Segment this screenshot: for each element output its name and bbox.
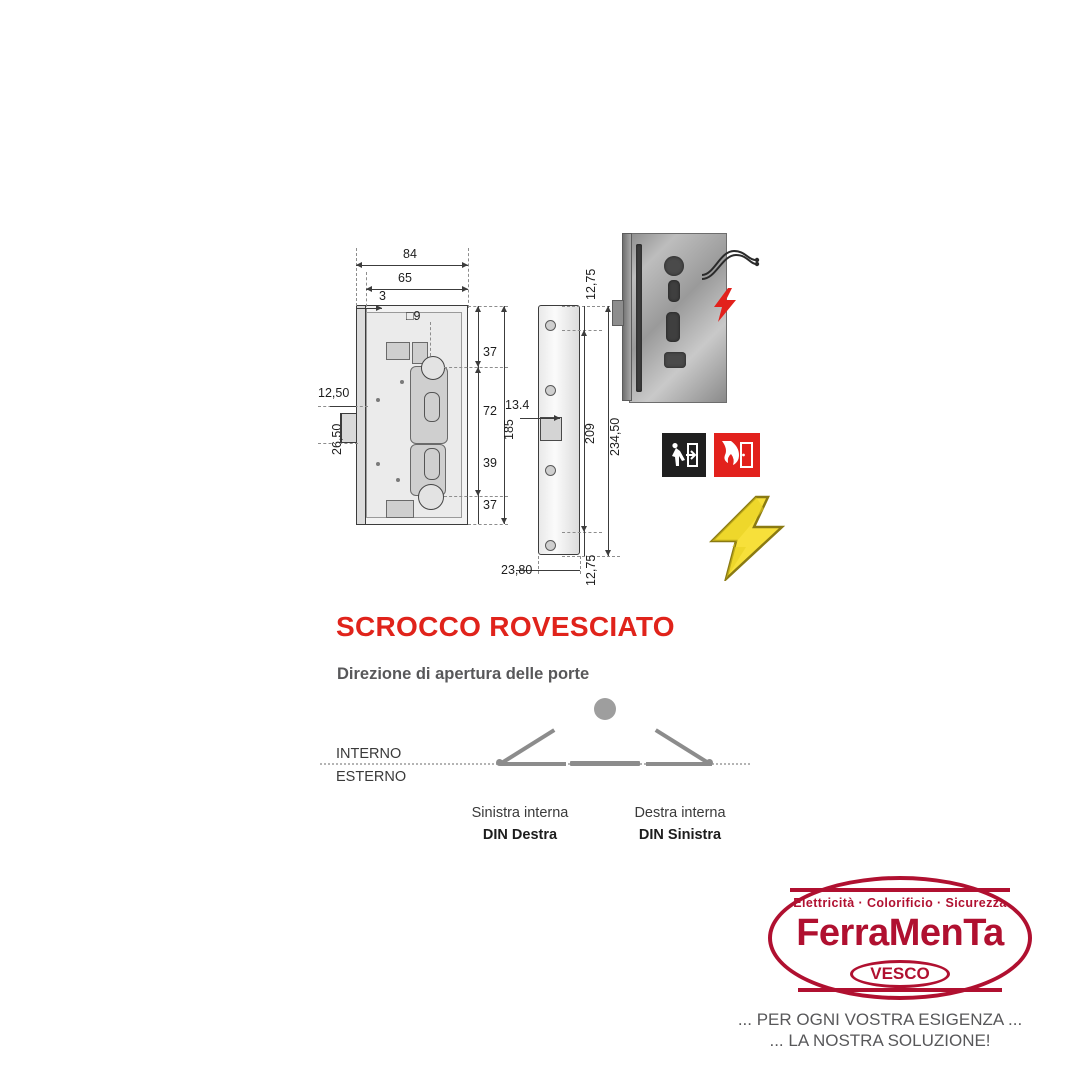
dim-label-37-bottom: 37 [483, 498, 497, 512]
photo-slot-mid [666, 312, 680, 342]
dim-label-72: 72 [483, 404, 497, 418]
dim-line-37-top [478, 306, 479, 367]
door-opening-diagram [320, 690, 790, 860]
logo-name: FerraMenTa [796, 912, 1004, 954]
screw-dot-4 [400, 380, 404, 384]
slogan-line-1: ... PER OGNI VOSTRA ESIGENZA ... [737, 1010, 1023, 1029]
dim-label-1275-bottom: 12,75 [584, 554, 598, 586]
screw-dot-3 [396, 478, 400, 482]
dim-arrow-65-left [366, 286, 372, 292]
cylinder-hole [418, 484, 444, 510]
screw-dot-2 [376, 462, 380, 466]
dim-arrow-37top-u [475, 306, 481, 312]
lock-faceplate-edge [356, 305, 366, 525]
dim-line-2650 [340, 413, 341, 443]
dim-arrow-185-d [501, 518, 507, 524]
dim-label-2650: 26,50 [330, 423, 344, 455]
caption-left-line2: DIN Destra [482, 827, 558, 843]
dim-label-65: 65 [398, 271, 412, 285]
dim-label-23450: 234,50 [608, 417, 622, 456]
dim-label-1275-top: 12,75 [584, 268, 598, 300]
door-leaf-left-flat [500, 762, 566, 766]
keyhole-upper [424, 392, 440, 422]
dim-arrow-65-right [462, 286, 468, 292]
dim-label-37-top: 37 [483, 345, 497, 359]
dim-label-1250: 12,50 [318, 386, 350, 400]
door-leaf-right [655, 728, 711, 765]
photo-rail [636, 244, 642, 392]
dim-arrow-3-right [376, 305, 382, 311]
photo-cylinder-hole [664, 256, 684, 276]
logo-sub-badge: VESCO [850, 960, 950, 988]
dim-label-2380: 23,80 [501, 563, 533, 577]
electric-bolt-icon [706, 495, 788, 581]
screw-dot-1 [376, 398, 380, 402]
dim-label-3: 3 [379, 289, 386, 303]
photo-hole-bottom [664, 352, 686, 368]
page-subtitle: Direzione di apertura delle porte [337, 665, 590, 683]
slogan-line-2: ... LA NOSTRA SOLUZIONE! [769, 1031, 991, 1050]
fire-door-icon [714, 433, 760, 477]
ext-line-2380-left [538, 556, 539, 574]
logo-bar-top [790, 888, 1010, 892]
label-interno: INTERNO [336, 746, 402, 762]
dim-line-1275-top [584, 306, 585, 330]
door-leaf-left [499, 728, 555, 765]
dim-line-84 [356, 265, 468, 266]
faceplate-screw-bottom [545, 540, 556, 551]
spindle-hole [421, 356, 445, 380]
caption-right-line2: DIN Sinistra [638, 827, 722, 843]
dim-arrow-134 [554, 415, 560, 421]
leader-square9 [430, 322, 431, 356]
company-logo [768, 876, 1032, 1000]
keyhole-lower [424, 448, 440, 480]
ext-line-bottom-case [468, 524, 508, 525]
dim-line-1250 [330, 406, 356, 407]
ext-line-2650-bottom [318, 443, 358, 444]
ext-line-84-right [468, 248, 469, 308]
mechanism-plate-top [386, 342, 410, 360]
dim-line-185 [504, 306, 505, 524]
dim-label-209: 209 [583, 423, 597, 444]
dim-arrow-84-right [462, 262, 468, 268]
faceplate-screw-top [545, 320, 556, 331]
electric-bolt-icon-small [712, 288, 738, 322]
dim-line-1275-bottom [584, 532, 585, 556]
ext-line-fp-slot-bottom [562, 532, 602, 533]
caption-left-line1: Sinistra interna [471, 805, 569, 821]
page-title: SCROCCO ROVESCIATO [336, 611, 675, 642]
ext-line-65-left [366, 272, 367, 312]
logo-bar-bottom [798, 988, 1002, 992]
door-leaf-right-flat [646, 762, 712, 766]
dim-label-39: 39 [483, 456, 497, 470]
label-esterno: ESTERNO [336, 769, 407, 785]
dim-arrow-185-u [501, 306, 507, 312]
door-knob-marker [594, 698, 616, 720]
photo-latch-bolt [612, 300, 624, 326]
ext-line-84-left [356, 248, 357, 306]
dim-label-134: 13.4 [505, 398, 530, 412]
dim-line-72 [478, 367, 479, 496]
door-hinge-left [496, 759, 503, 766]
dim-label-square9: □9 [406, 309, 421, 323]
dim-label-185: 185 [502, 419, 516, 440]
emergency-exit-icon [662, 433, 706, 477]
dim-arrow-23450-u [605, 306, 611, 312]
dim-arrow-72-u [475, 367, 481, 373]
door-hinge-right [706, 759, 713, 766]
faceplate-screw-mid [545, 385, 556, 396]
faceplate-screw-mid2 [545, 465, 556, 476]
caption-right-line1: Destra interna [634, 805, 726, 821]
dim-line-39 [478, 496, 479, 524]
mechanism-plate-bottom [386, 500, 414, 518]
ext-line-cylinder [444, 496, 508, 497]
door-wall-segment-center [570, 761, 640, 766]
dim-label-84: 84 [403, 247, 417, 261]
electric-wire [700, 245, 760, 283]
dim-arrow-209-u [581, 330, 587, 336]
dim-arrow-84-left [356, 262, 362, 268]
ext-line-2380-right [580, 556, 581, 574]
logo-tagline: Elettricità · Colorificio · Sicurezza [793, 896, 1007, 910]
photo-keyhole [668, 280, 680, 302]
